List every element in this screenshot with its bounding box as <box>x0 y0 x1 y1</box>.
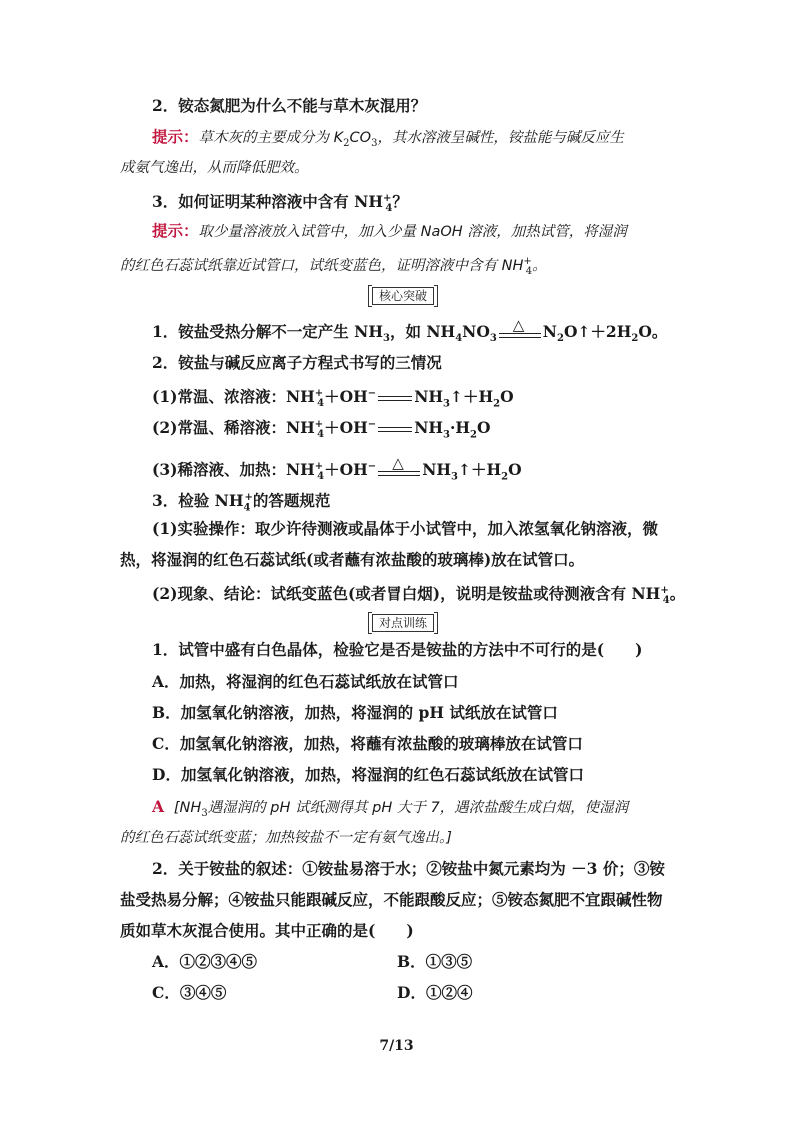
question-3-hint-line-1: 提示：取少量溶液放入试管中，加入少量 NaOH 溶液，加热试管，将湿润 <box>152 221 627 240</box>
core-point-1: 1．铵盐受热分解不一定产生 $NH_3$，如 $NH_4NO_3$ △ $N_2O↑+2H_2O$。 <box>152 316 668 345</box>
exercise-2-option-c: C．③④⑤ <box>152 983 227 1002</box>
question-2-hint-line-1: 提示：草木灰的主要成分为 $K_2CO_3$，其水溶液呈碱性，铵盐能与碱反应生 <box>152 127 624 150</box>
exercise-2-option-b: B．①③⑤ <box>397 952 473 971</box>
core-case-1: (1)常温、浓溶液：$NH^+_4+OH^-$ $NH_3↑+H_2O$ <box>152 387 514 410</box>
exercise-1-option-b: B．加氢氧化钠溶液，加热，将湿润的 pH 试纸放在试管口 <box>152 703 558 722</box>
exercise-1-option-d: D．加氢氧化钠溶液，加热，将湿润的红色石蕊试纸放在试管口 <box>152 765 584 784</box>
heat-equals-sign: △ <box>497 322 543 344</box>
question-3-hint-line-2: 的红色石蕊试纸靠近试管口，试纸变蓝色，证明溶液中含有 $NH^+_4$。 <box>120 256 547 278</box>
question-2-hint-line-2: 成氨气逸出，从而降低肥效。 <box>120 160 309 176</box>
core-operation-line-2: 热，将湿润的红色石蕊试纸(或者蘸有浓盐酸的玻璃棒)放在试管口。 <box>120 550 585 569</box>
section-tag-training: 对点训练 <box>372 614 434 632</box>
exercise-1-stem: 1．试管中盛有白色晶体，检验它是否是铵盐的方法中不可行的是( ) <box>152 640 643 659</box>
exercise-2-option-d: D．①②④ <box>397 983 473 1002</box>
core-operation-line-1: (1)实验操作：取少许待测液或晶体于小试管中，加入浓氢氧化钠溶液，微 <box>152 519 658 538</box>
core-point-2: 2．铵盐与碱反应离子方程式书写的三情况 <box>152 353 442 372</box>
exercise-1-answer: A <box>152 797 165 816</box>
exercise-2-stem-line-2: 盐受热易分解；④铵盐只能跟碱反应，不能跟酸反应；⑤铵态氮肥不宜跟碱性物 <box>120 890 663 909</box>
exercise-1-explanation-line-2: 的红色石蕊试纸变蓝；加热铵盐不一定有氨气逸出。] <box>120 830 452 846</box>
exercise-2-stem-line-3: 质如草木灰混合使用。其中正确的是( ) <box>120 921 414 940</box>
hint-label: 提示： <box>152 127 199 146</box>
exercise-2-option-a: A．①②③④⑤ <box>152 952 258 971</box>
page-number: 7/13 <box>379 1038 414 1054</box>
exercise-1-option-c: C．加氢氧化钠溶液，加热，将蘸有浓盐酸的玻璃棒放在试管口 <box>152 734 583 753</box>
section-tag-core: 核心突破 <box>372 287 434 305</box>
core-result: (2)现象、结论：试纸变蓝色(或者冒白烟)，说明是铵盐或待测液含有 $NH^+_4$。 <box>152 584 686 607</box>
exercise-1-explanation-line-1: A [$NH_3$遇湿润的 pH 试纸测得其 pH 大于 7，遇浓盐酸生成白烟，使湿润 <box>152 797 629 820</box>
core-case-3: (3)稀溶液、加热：$NH^+_4+OH^-$ △ $NH_3↑+H_2O$ <box>152 454 522 483</box>
core-case-2: (2)常温、稀溶液：$NH^+_4+OH^-$ $NH_3\cdot H_2O$ <box>152 418 491 441</box>
exercise-1-option-a: A．加热，将湿润的红色石蕊试纸放在试管口 <box>152 672 459 691</box>
core-point-3: 3．检验 $NH_4^+$的答题规范 <box>152 491 331 514</box>
exercise-2-stem-line-1: 2．关于铵盐的叙述：①铵盐易溶于水；②铵盐中氮元素均为 －3 价；③铵 <box>152 859 665 878</box>
question-3-title: 3．如何证明某种溶液中含有 $NH^+_4$？ <box>152 192 408 215</box>
question-2-title: 2．铵态氮肥为什么不能与草木灰混用？ <box>152 96 427 115</box>
